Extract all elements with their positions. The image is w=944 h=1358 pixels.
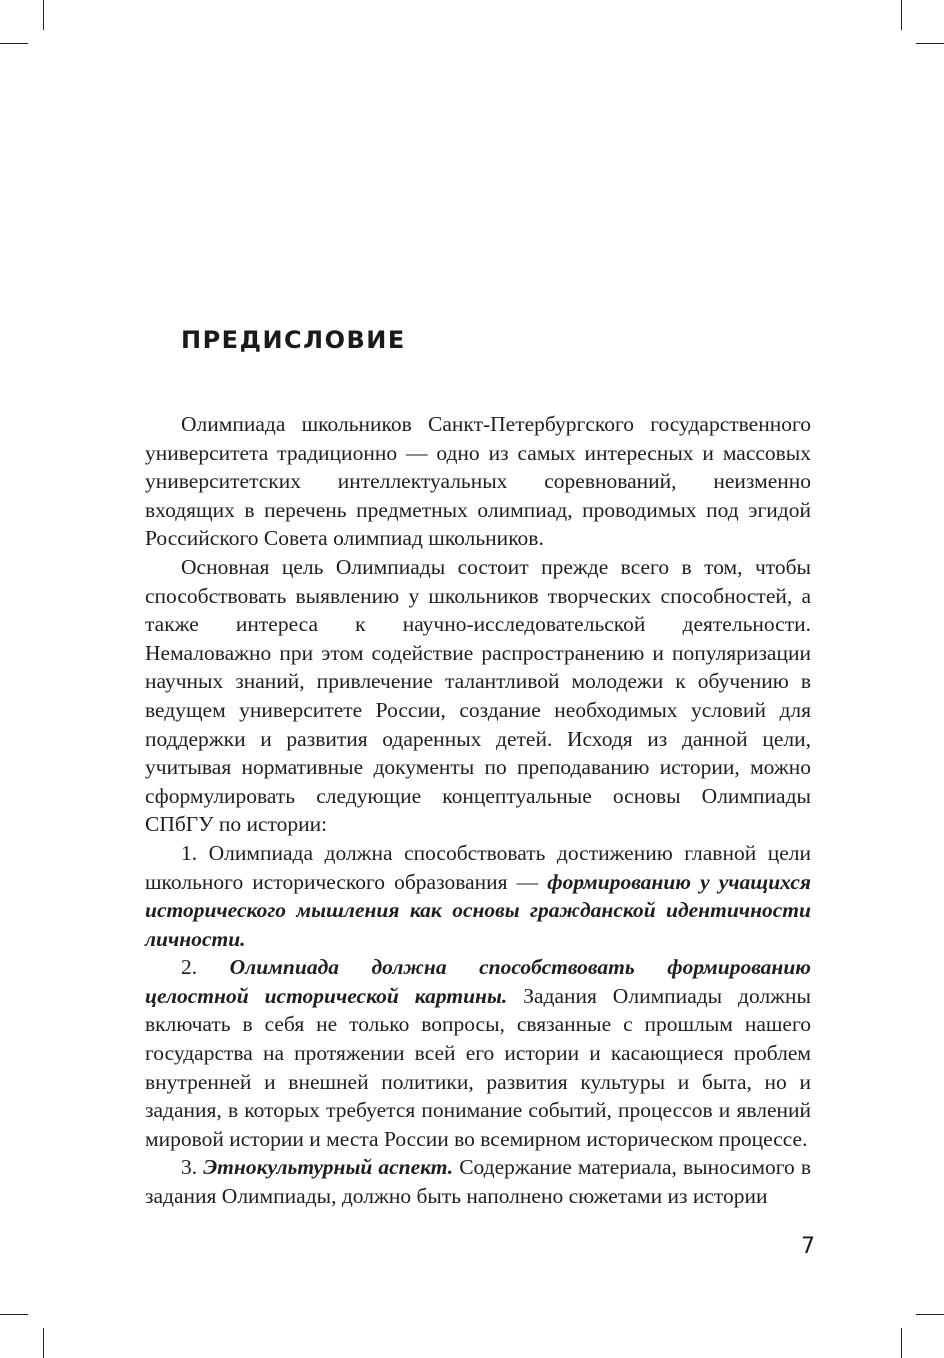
paragraph: Основная цель Олимпиады состоит прежде всего в том, чтобы способствовать выявлению у школьников творческих способностей, а также интереса к научно-исследовательской деятельности. Немаловажно при этом содействие распространению и популяризации научных знаний, привлечение талантливой молодежи к обучению в ведущем университете России, создание необходимых условий для поддержки и развития одаренных детей. Исходя из данной цели, учитывая нормативные документы по преподаванию истории, можно сформулировать следующие концептуальные основы Олимпиады СПбГУ по истории: xyxy=(145,554,811,837)
crop-mark xyxy=(0,43,28,44)
crop-mark xyxy=(916,43,944,44)
paragraph xyxy=(145,1153,811,1210)
page-number: 7 xyxy=(801,1234,815,1259)
body-text xyxy=(145,410,811,1211)
crop-mark xyxy=(901,1328,902,1358)
paragraph xyxy=(145,953,811,1153)
crop-mark xyxy=(901,0,902,30)
emphasis-text: Олимпиада должна способствовать формированию целостной исторической картины. xyxy=(145,955,811,1008)
page-title: ПРЕДИСЛОВИЕ xyxy=(181,326,406,354)
crop-mark xyxy=(0,1314,28,1315)
paragraph xyxy=(145,839,811,953)
crop-mark xyxy=(43,0,44,30)
paragraph: Олимпиада школьников Санкт-Петербургского государственного университета традиционно — одно из самых интересных и массовых университетских интеллектуальных соревнований, неизменно входящих в перечень предметных олимпиад, проводимых под эгидой Российского Совета олимпиад школьников. xyxy=(145,412,811,551)
paragraph-rest: Задания Олимпиады должны включать в себя не только вопросы, связанные с прошлым нашего государства на протяжении всей его истории и касающиеся проблем внутренней и внешней политики, развития культуры и быта, но и задания, в которых требуется понимание событий, процессов и явлений мировой истории и места России во всемирном историческом процессе. xyxy=(145,983,811,1151)
paragraph-lead: 2. xyxy=(181,955,230,980)
paragraph-rest: Содержание материала, выносимого в задания Олимпиады, должно быть наполнено сюжетами из истории xyxy=(145,1155,812,1209)
emphasis-text: формированию у учащихся исторического мышления как основы гражданской идентичности личности. xyxy=(145,869,811,951)
emphasis-text: Этнокультурный аспект. xyxy=(203,1155,454,1180)
paragraph-lead: 1. Олимпиада должна способствовать достижению главной цели школьного исторического образования — xyxy=(145,840,811,894)
crop-mark xyxy=(43,1328,44,1358)
crop-mark xyxy=(916,1314,944,1315)
paragraph-lead: 3. xyxy=(181,1155,204,1180)
